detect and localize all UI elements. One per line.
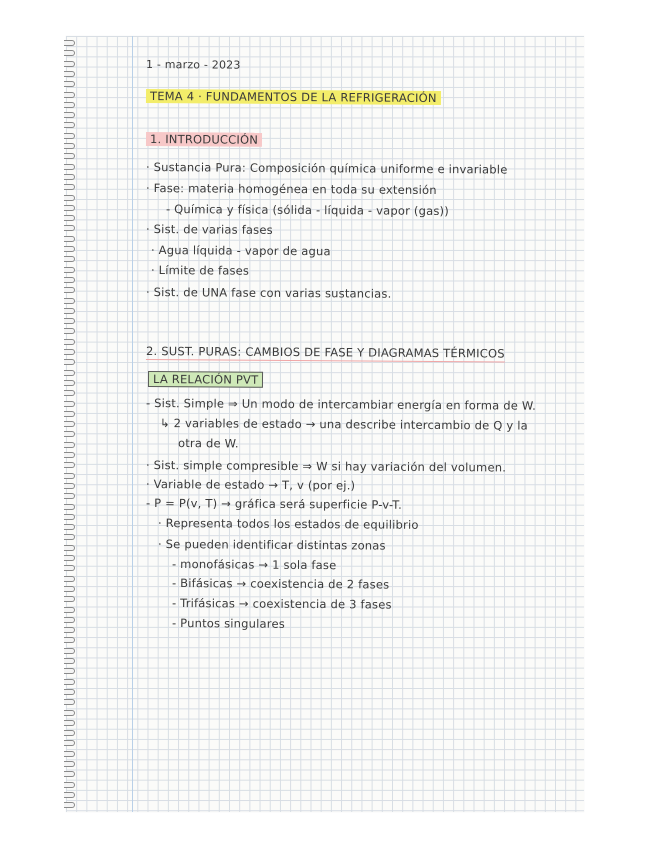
spiral-coil	[64, 431, 75, 437]
spiral-coil	[64, 658, 75, 664]
topic-title-text: TEMA 4 · FUNDAMENTOS DE LA REFRIGERACIÓN	[146, 89, 441, 105]
spiral-coil	[64, 380, 75, 386]
section1-heading	[146, 132, 262, 147]
spiral-coil	[64, 504, 75, 510]
section2-heading-text: 2. SUST. PURAS: CAMBIOS DE FASE Y DIAGRAMAS TÉRMICOS	[145, 344, 505, 361]
spiral-coil	[64, 195, 75, 201]
section1-line-2: · Fase: materia homogénea en toda su extensión	[145, 181, 437, 198]
spiral-coil	[64, 143, 75, 149]
section1-line-4: · Sist. de varias fases	[145, 222, 273, 237]
spiral-coil	[64, 565, 75, 571]
spiral-coil	[64, 792, 75, 798]
spiral-coil	[64, 555, 75, 561]
spiral-coil	[64, 607, 75, 613]
margin-line	[132, 36, 133, 812]
spiral-coil	[64, 710, 75, 716]
spiral-coil	[64, 174, 75, 180]
spiral-coil	[64, 50, 75, 56]
spiral-coil	[64, 308, 75, 314]
spiral-coil	[64, 102, 75, 108]
section2-subheading	[148, 372, 263, 387]
section2-line-12: - Puntos singulares	[171, 616, 286, 631]
spiral-coil	[64, 153, 75, 159]
spiral-coil	[64, 328, 75, 334]
spiral-coil	[64, 576, 75, 582]
section2-line-6: - P = P(v, T) → gráfica será superficie P-v-T.	[145, 496, 403, 512]
section2-line-10: - Bifásicas → coexistencia de 2 fases	[171, 576, 390, 592]
section2-line-4: · Sist. simple compresible ⇒ W si hay variación del volumen.	[145, 458, 507, 475]
spiral-coil	[64, 287, 75, 293]
spiral-coil	[64, 40, 75, 46]
spiral-coil	[64, 318, 75, 324]
spiral-coil	[64, 164, 75, 170]
spiral-coil	[64, 133, 75, 139]
spiral-coil	[64, 339, 75, 345]
spiral-coil	[64, 637, 75, 643]
spiral-coil	[64, 493, 75, 499]
spiral-coil	[64, 730, 75, 736]
spiral-coil	[64, 442, 75, 448]
section2-line-8: · Se pueden identificar distintas zonas	[157, 537, 386, 553]
spiral-binding	[60, 40, 80, 810]
spiral-coil	[64, 277, 75, 283]
spiral-coil	[64, 596, 75, 602]
spiral-coil	[64, 751, 75, 757]
section1-line-7: · Sist. de UNA fase con varias sustancias.	[145, 285, 392, 301]
spiral-coil	[64, 668, 75, 674]
spiral-coil	[64, 483, 75, 489]
spiral-coil	[64, 586, 75, 592]
spiral-coil	[64, 782, 75, 788]
spiral-coil	[64, 534, 75, 540]
section1-heading-text: 1. INTRODUCCIÓN	[146, 132, 262, 147]
spiral-coil	[64, 215, 75, 221]
section2-line-1: - Sist. Simple ⇒ Un modo de intercambiar energía en forma de W.	[145, 396, 537, 413]
spiral-coil	[64, 545, 75, 551]
spiral-coil	[64, 514, 75, 520]
spiral-coil	[64, 225, 75, 231]
section2-line-11: - Trifásicas → coexistencia de 3 fases	[171, 596, 392, 612]
spiral-coil	[64, 679, 75, 685]
spiral-coil	[64, 370, 75, 376]
spiral-coil	[64, 61, 75, 67]
spiral-coil	[64, 524, 75, 530]
spiral-coil	[64, 184, 75, 190]
spiral-coil	[64, 256, 75, 262]
spiral-coil	[64, 802, 75, 808]
spiral-coil	[64, 452, 75, 458]
spiral-coil	[64, 246, 75, 252]
spiral-coil	[64, 205, 75, 211]
section2-line-5: · Variable de estado → T, v (por ej.)	[145, 477, 356, 493]
spiral-coil	[64, 411, 75, 417]
spiral-coil	[64, 92, 75, 98]
spiral-coil	[64, 349, 75, 355]
section2-subheading-text: LA RELACIÓN PVT	[148, 371, 263, 388]
spiral-coil	[64, 267, 75, 273]
spiral-coil	[64, 390, 75, 396]
spiral-coil	[64, 740, 75, 746]
spiral-coil	[64, 617, 75, 623]
section1-line-5: · Agua líquida - vapor de agua	[150, 243, 331, 259]
spiral-coil	[64, 699, 75, 705]
section1-line-1: · Sustancia Pura: Composición química uniforme e invariable	[145, 160, 508, 177]
spiral-coil	[64, 648, 75, 654]
spiral-coil	[64, 71, 75, 77]
spiral-coil	[64, 473, 75, 479]
section2-line-3: otra de W.	[177, 436, 239, 451]
spiral-coil	[64, 689, 75, 695]
topic-title	[146, 89, 441, 105]
section1-line-6: · Límite de fases	[150, 263, 250, 278]
spiral-coil	[64, 359, 75, 365]
spiral-coil	[64, 627, 75, 633]
spiral-coil	[64, 81, 75, 87]
spiral-coil	[64, 122, 75, 128]
date	[146, 58, 241, 72]
section2-heading	[146, 344, 505, 361]
spiral-coil	[64, 236, 75, 242]
spiral-coil	[64, 298, 75, 304]
section1-line-3: - Química y física (sólida - líquida - vapor (gas))	[165, 202, 449, 218]
spiral-coil	[64, 401, 75, 407]
spiral-coil	[64, 462, 75, 468]
date-text: 1 - marzo - 2023	[145, 58, 241, 72]
section2-line-2: ↳ 2 variables de estado → una describe intercambio de Q y la	[159, 416, 528, 433]
spiral-coil	[64, 112, 75, 118]
spiral-coil	[64, 421, 75, 427]
section2-line-7: · Representa todos los estados de equilibrio	[157, 516, 419, 532]
section2-line-9: - monofásicas → 1 sola fase	[171, 557, 337, 573]
spiral-coil	[64, 761, 75, 767]
spiral-coil	[64, 720, 75, 726]
spiral-coil	[64, 771, 75, 777]
